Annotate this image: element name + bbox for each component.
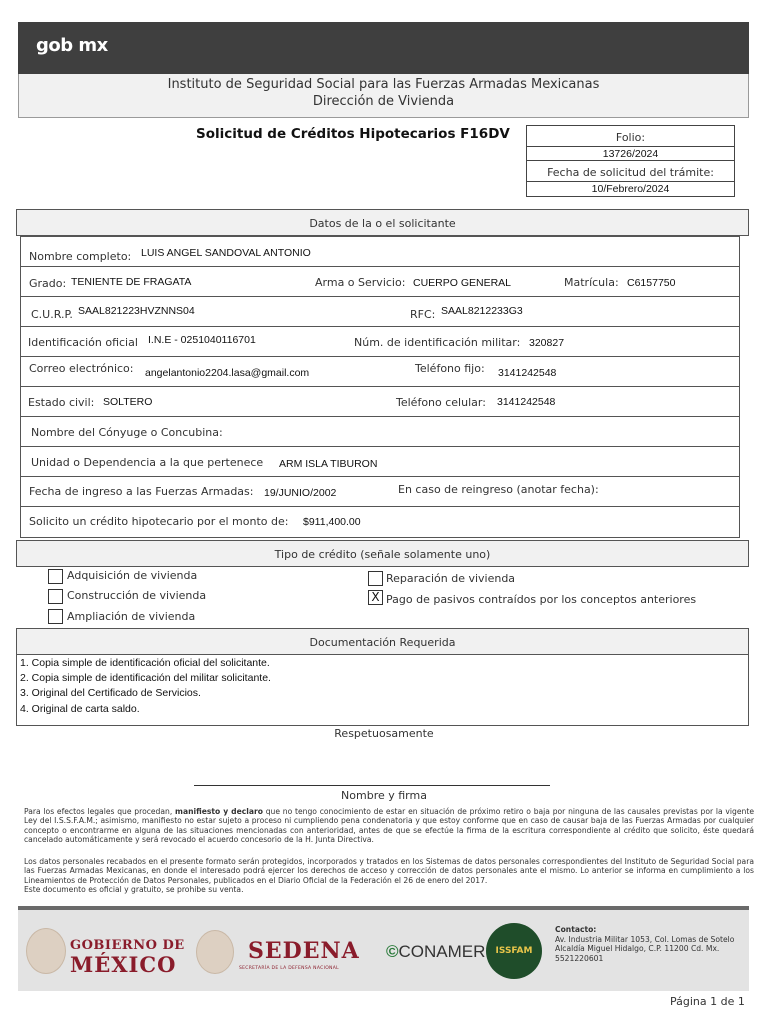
unit-label: Unidad o Dependencia a la que pertenece (31, 456, 264, 469)
grade-row (21, 267, 739, 297)
document-item: 3. Original del Certificado de Servicios. (20, 687, 201, 700)
rfc-field[interactable]: SAAL8212233G3 (441, 305, 523, 317)
signature-label: Nombre y firma (341, 789, 427, 802)
amount-field[interactable]: $911,400.00 (303, 516, 361, 528)
request-date-label: Fecha de solicitud del trámite: (527, 161, 734, 182)
mexico-eagle-emblem-icon (26, 928, 66, 974)
name-label: Nombre completo: (29, 250, 132, 263)
rfc-label: RFC: (410, 308, 436, 321)
conamer-text: CONAMER (398, 942, 486, 961)
cell-phone-field[interactable]: 3141242548 (497, 396, 556, 408)
legal-text-before: Para los efectos legales que procedan, (24, 807, 176, 816)
gob-mx-logo: gob mx (36, 35, 108, 56)
option-label-reparacion: Reparación de vivienda (386, 572, 516, 585)
conamer-logo (386, 942, 485, 962)
contact-address-line2: Alcaldía Miguel Hidalgo, C.P. 11200 Cd. Mx. (555, 944, 720, 954)
gobierno-de-mexico-logo (70, 936, 185, 977)
checkbox-ampliacion[interactable] (48, 609, 63, 624)
sedena-eagle-emblem-icon (196, 930, 234, 974)
unit-row (21, 447, 739, 477)
applicant-table (20, 236, 740, 538)
email-label: Correo electrónico: (29, 362, 134, 375)
checkbox-pago-pasivos[interactable]: X (368, 590, 383, 605)
spouse-label: Nombre del Cónyuge o Concubina: (31, 426, 223, 439)
id-row (21, 327, 739, 357)
spouse-row (21, 417, 739, 447)
folio-box (526, 125, 735, 197)
reentry-label: En caso de reingreso (anotar fecha): (398, 483, 599, 496)
contact-info (555, 925, 734, 963)
official-id-label: Identificación oficial (28, 336, 138, 349)
entry-date-field[interactable]: 19/JUNIO/2002 (264, 487, 337, 499)
issfam-seal-icon: ISSFAM (486, 923, 542, 979)
gob-logo-line1: GOBIERNO DE (70, 938, 185, 953)
contact-address-line1: Av. Industria Militar 1053, Col. Lomas de Sotelo (555, 934, 735, 944)
checkbox-construccion[interactable] (48, 589, 63, 604)
sedena-subtitle: SECRETARÍA DE LA DEFENSA NACIONAL (239, 966, 339, 971)
institution-name: Instituto de Seguridad Social para las Fuerzas Armadas Mexicanas (167, 77, 600, 92)
page-number: Página 1 de 1 (670, 995, 745, 1008)
folio-value[interactable]: 13726/2024 (527, 147, 734, 161)
contact-phone: 5521220601 (555, 953, 604, 963)
department-name: Dirección de Vivienda (312, 94, 455, 109)
civil-row (21, 387, 739, 417)
curp-label: C.U.R.P. (31, 308, 73, 321)
document-item: 4. Original de carta saldo. (20, 702, 140, 715)
civil-status-label: Estado civil: (28, 396, 95, 409)
entry-date-label: Fecha de ingreso a las Fuerzas Armadas: (29, 485, 254, 498)
conamer-c-icon: © (386, 942, 399, 961)
email-row (21, 357, 739, 387)
official-free-notice: Este documento es oficial y gratuito, se prohibe su venta. (24, 884, 244, 894)
document-item: 2. Copia simple de identificación del militar solicitante. (20, 672, 271, 685)
military-id-field[interactable]: 320827 (529, 337, 565, 349)
checkbox-reparacion[interactable] (368, 571, 383, 586)
grade-label: Grado: (29, 277, 67, 290)
form-title: Solicitud de Créditos Hipotecarios F16DV (196, 126, 510, 142)
curp-field[interactable]: SAAL821223HVZNNS04 (78, 305, 195, 317)
military-id-label: Núm. de identificación militar: (354, 336, 521, 349)
documents-list (16, 655, 749, 726)
legal-text-after: que no tengo conocimiento de estar en situación de próximo retiro o baja por ninguna de las causales previstas por la vigente Ley del I.S.S.F.A.M.; asimismo, manifiesto no estar sujeto a proceso ni cumpliendo pena condenatoria y que estoy conforme que en caso de causar baja de las Fuerzas Armadas por cualquier concepto o encontrarme en alguna de las situaciones mencionadas con anterioridad, antes de que se efectúe la firma de la escritura correspondiente al crédito que solicito, éste quedará cancelado automáticamente y será revocado el acuerdo concesorio de la H. Junta Directiva. (24, 807, 754, 844)
phone-label: Teléfono fijo: (415, 362, 485, 375)
privacy-text: Los datos personales recabados en el presente formato serán protegidos, incorporados y tratados en los Sistemas de datos personales correspondientes del Instituto de Seguridad Social para las Fuerzas Armadas Mexicanas, en donde el interesado podrá ejercer los derechos de acceso y corrección de datos personales ante el mismo. Lo anterior se informa en cumplimiento a los Lineamientos de Protección de Datos Personales, publicados en el Diario Oficial de la Federación el 26 de enero del 2017. (24, 857, 754, 885)
option-label-pago-pasivos: Pago de pasivos contraídos por los conceptos anteriores (386, 593, 697, 606)
folio-label: Folio: (527, 126, 734, 147)
signature-line[interactable] (194, 785, 550, 786)
documents-header: Documentación Requerida (16, 628, 749, 655)
phone-field[interactable]: 3141242548 (498, 367, 557, 379)
privacy-notice (24, 857, 754, 894)
entry-row (21, 477, 739, 507)
curp-row (21, 297, 739, 327)
name-row (21, 237, 739, 267)
matricula-label: Matrícula: (564, 276, 619, 289)
credit-type-header: Tipo de crédito (señale solamente uno) (16, 540, 749, 567)
option-label-ampliacion: Ampliación de vivienda (67, 610, 196, 623)
closing-text: Respetuosamente (334, 727, 434, 740)
gob-mx-header (18, 22, 749, 74)
option-label-construccion: Construcción de vivienda (67, 589, 207, 602)
grade-field[interactable]: TENIENTE DE FRAGATA (71, 276, 192, 288)
amount-label: Solicito un crédito hipotecario por el monto de: (29, 515, 289, 528)
sedena-logo: SEDENA (248, 938, 360, 964)
contact-title: Contacto: (555, 925, 597, 934)
matricula-field[interactable]: C6157750 (627, 277, 676, 289)
request-date-value[interactable]: 10/Febrero/2024 (591, 183, 670, 195)
footer-banner (18, 906, 749, 991)
service-field[interactable]: CUERPO GENERAL (413, 277, 512, 289)
name-field[interactable]: LUIS ANGEL SANDOVAL ANTONIO (141, 247, 311, 259)
gob-logo-line2: MÉXICO (70, 952, 177, 977)
amount-row (21, 507, 739, 537)
institution-banner (18, 74, 749, 118)
unit-field[interactable]: ARM ISLA TIBURON (279, 458, 378, 470)
official-id-field[interactable]: I.N.E - 0251040116701 (148, 334, 256, 346)
email-field[interactable]: angelantonio2204.lasa@gmail.com (145, 367, 310, 379)
document-item: 1. Copia simple de identificación oficial del solicitante. (20, 657, 270, 669)
applicant-section-header: Datos de la o el solicitante (16, 209, 749, 236)
civil-status-field[interactable]: SOLTERO (103, 396, 153, 408)
option-label-adquisicion: Adquisición de vivienda (67, 569, 198, 582)
cell-phone-label: Teléfono celular: (396, 396, 486, 409)
legal-text-bold: manifiesto y declaro (175, 807, 263, 816)
legal-declaration (24, 807, 754, 844)
checkbox-adquisicion[interactable] (48, 569, 63, 584)
service-label: Arma o Servicio: (315, 276, 406, 289)
